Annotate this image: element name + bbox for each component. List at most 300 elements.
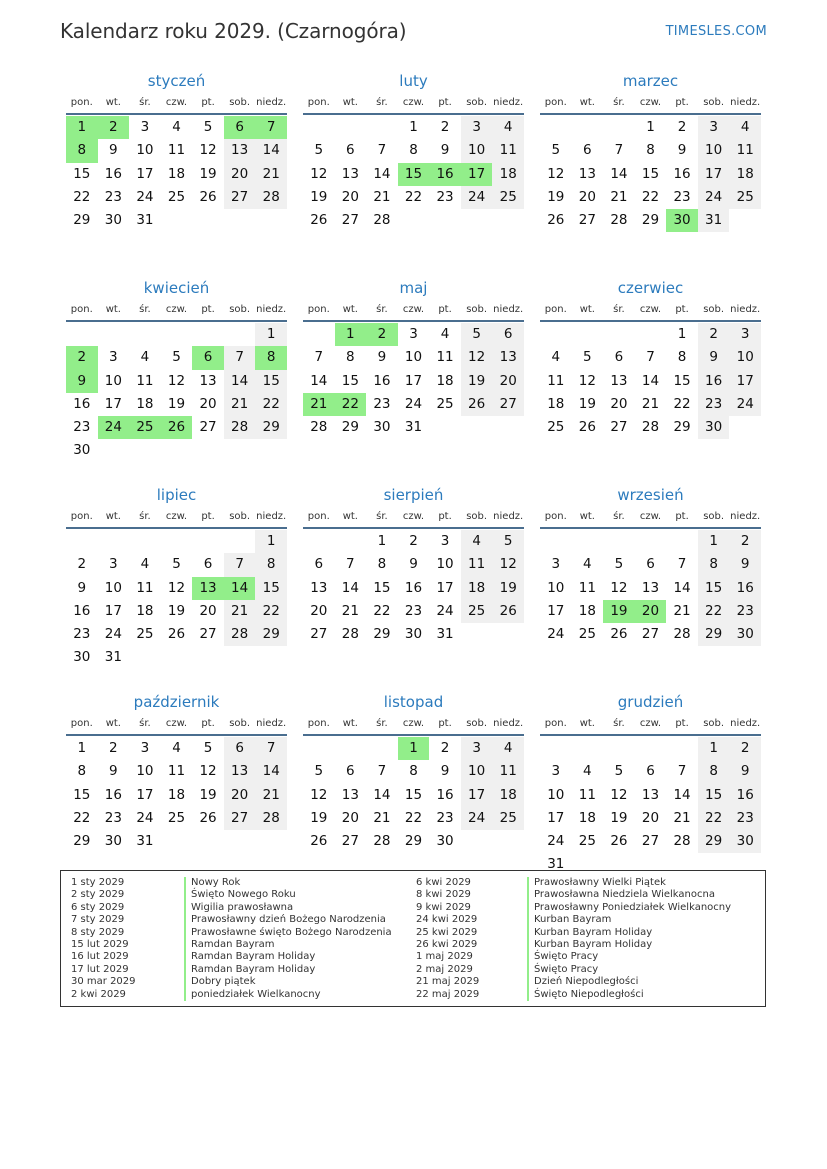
day-cell: 28 [224, 623, 256, 646]
day-grid [303, 530, 524, 646]
day-cell: 4 [583, 763, 592, 780]
day-cell: 18 [436, 372, 454, 389]
day-cell: 20 [610, 395, 628, 412]
day-cell: 14 [673, 579, 691, 596]
day-cell: 23 [729, 807, 761, 830]
day-cell: 26 [310, 212, 328, 229]
holiday-name: Dzień Niepodległości [527, 976, 638, 988]
empty-cell [192, 439, 224, 462]
empty-cell [66, 530, 98, 553]
holiday-date: 26 kwi 2029 [416, 938, 478, 950]
day-cell: 3 [461, 737, 493, 760]
day-cell: 4 [583, 556, 592, 573]
weekday-header [66, 506, 287, 529]
day-cell: 13 [641, 786, 660, 803]
day-cell: 10 [547, 579, 565, 596]
brand-link[interactable]: TIMESLES.COM [665, 24, 767, 39]
day-cell: 1 [77, 740, 87, 756]
day-cell: 12 [167, 372, 186, 389]
holiday-name: Wigilia prawosławna [184, 902, 293, 914]
day-cell: 29 [373, 626, 391, 643]
empty-cell [224, 323, 256, 346]
month-name: październik [133, 693, 220, 711]
empty-cell [429, 209, 461, 232]
day-cell: 31 [436, 626, 454, 643]
day-cell: 21 [610, 188, 628, 205]
day-cell: 23 [673, 188, 691, 205]
holiday-day-cell: 6 [224, 116, 256, 139]
holiday-date: 2 sty 2029 [71, 889, 125, 901]
day-cell: 19 [167, 395, 186, 412]
month-name: maj [399, 279, 428, 297]
day-cell: 13 [341, 165, 359, 182]
day-cell: 3 [140, 740, 150, 756]
weekday-label: czw. [639, 718, 662, 729]
day-cell: 30 [729, 623, 761, 646]
day-cell: 20 [199, 602, 217, 619]
weekday-label: niedz. [256, 304, 287, 315]
day-cell: 3 [461, 116, 493, 139]
day-cell: 31 [547, 856, 565, 873]
weekday-label: wt. [342, 97, 358, 108]
empty-cell [335, 530, 367, 553]
empty-cell [224, 209, 256, 232]
day-cell: 10 [436, 556, 454, 573]
day-cell: 6 [614, 349, 624, 366]
day-cell: 1 [255, 530, 287, 553]
weekday-label: wt. [579, 304, 595, 315]
weekday-label: czw. [639, 97, 662, 108]
day-cell: 18 [136, 602, 154, 619]
holiday-date: 16 lut 2029 [71, 951, 129, 963]
day-cell: 18 [492, 784, 524, 807]
day-cell: 5 [172, 349, 181, 366]
weekday-label: sob. [466, 511, 488, 522]
day-cell: 22 [255, 393, 287, 416]
holiday-day-cell: 2 [98, 116, 130, 139]
day-cell: 9 [440, 142, 450, 159]
day-cell: 20 [224, 163, 256, 186]
day-cell: 15 [73, 786, 91, 803]
holiday-row [416, 902, 756, 914]
empty-cell [603, 116, 635, 139]
empty-cell [224, 530, 256, 553]
day-cell: 30 [404, 626, 423, 643]
day-cell: 3 [409, 326, 418, 342]
weekday-label: pt. [201, 304, 215, 315]
holiday-list [60, 870, 766, 1007]
day-cell: 31 [136, 833, 154, 850]
weekday-label: pon. [544, 511, 567, 522]
day-cell: 17 [404, 372, 423, 389]
weekday-label: wt. [579, 97, 595, 108]
day-cell: 24 [404, 395, 423, 412]
day-grid [66, 116, 287, 232]
day-cell: 26 [199, 809, 217, 826]
weekday-label: wt. [579, 511, 595, 522]
holiday-row [416, 914, 756, 926]
day-cell: 27 [341, 212, 359, 229]
weekday-label: czw. [402, 511, 425, 522]
day-cell: 4 [461, 530, 493, 553]
day-cell: 28 [673, 626, 691, 643]
day-cell: 13 [578, 165, 596, 182]
day-cell: 11 [492, 139, 524, 162]
day-cell: 28 [373, 212, 391, 229]
weekday-label: sob. [229, 718, 251, 729]
empty-cell [540, 530, 572, 553]
day-cell: 1 [698, 737, 730, 760]
empty-cell [461, 416, 493, 439]
day-cell: 9 [109, 142, 118, 159]
holiday-column [71, 877, 411, 1001]
holiday-day-cell: 1 [335, 323, 367, 346]
empty-cell [129, 439, 161, 462]
day-cell: 9 [698, 346, 730, 369]
holiday-name: Kurban Bayram [527, 914, 611, 926]
holiday-row [416, 951, 756, 963]
day-cell: 17 [104, 395, 122, 412]
weekday-label: czw. [165, 718, 188, 729]
weekday-label: niedz. [730, 304, 761, 315]
day-cell: 3 [551, 556, 561, 573]
day-cell: 28 [373, 833, 391, 850]
day-cell: 12 [199, 763, 217, 780]
holiday-day-cell: 13 [192, 577, 224, 600]
day-cell: 7 [346, 556, 355, 573]
month-name: luty [399, 72, 428, 90]
day-cell: 17 [136, 165, 154, 182]
weekday-label: śr. [139, 304, 151, 315]
day-cell: 6 [224, 737, 256, 760]
day-cell: 8 [698, 553, 730, 576]
day-grid [303, 116, 524, 232]
day-grid [540, 737, 761, 877]
empty-cell [603, 737, 635, 760]
day-cell: 7 [314, 349, 324, 366]
day-cell: 20 [199, 395, 217, 412]
day-cell: 12 [199, 142, 217, 159]
empty-cell [303, 323, 335, 346]
day-cell: 9 [109, 763, 118, 780]
weekday-label: pt. [438, 511, 452, 522]
day-cell: 23 [373, 395, 391, 412]
empty-cell [224, 830, 256, 853]
day-cell: 27 [610, 419, 628, 436]
day-cell: 14 [673, 786, 691, 803]
empty-cell [66, 323, 98, 346]
day-cell: 2 [409, 533, 418, 549]
day-cell: 5 [614, 556, 624, 573]
day-grid [540, 530, 761, 646]
weekday-label: niedz. [730, 97, 761, 108]
day-cell: 5 [314, 142, 324, 159]
day-cell: 25 [436, 395, 454, 412]
day-cell: 8 [255, 553, 287, 576]
day-cell: 27 [199, 626, 217, 643]
day-cell: 22 [404, 809, 423, 826]
day-cell: 29 [698, 623, 730, 646]
holiday-name: Święto Niepodległości [527, 989, 644, 1001]
empty-cell [492, 623, 524, 646]
day-cell: 27 [578, 212, 596, 229]
holiday-row [71, 914, 411, 926]
day-cell: 24 [461, 807, 493, 830]
day-cell: 24 [547, 833, 565, 850]
day-cell: 30 [104, 833, 122, 850]
weekday-label: wt. [105, 718, 121, 729]
weekday-label: pon. [307, 511, 330, 522]
day-cell: 10 [461, 760, 493, 783]
holiday-row [71, 951, 411, 963]
empty-cell [255, 830, 287, 853]
holiday-row [71, 902, 411, 914]
day-cell: 16 [436, 786, 454, 803]
day-cell: 7 [677, 763, 687, 780]
empty-cell [366, 737, 398, 760]
day-cell: 23 [104, 188, 122, 205]
day-cell: 17 [698, 163, 730, 186]
day-cell: 22 [698, 807, 730, 830]
day-cell: 31 [404, 419, 423, 436]
weekday-label: niedz. [256, 718, 287, 729]
empty-cell [192, 646, 224, 669]
weekday-label: śr. [613, 718, 625, 729]
weekday-header [540, 713, 761, 736]
day-cell: 19 [610, 809, 628, 826]
day-cell: 16 [73, 602, 91, 619]
empty-cell [98, 530, 130, 553]
holiday-day-cell: 17 [461, 163, 493, 186]
empty-cell [129, 530, 161, 553]
holiday-row [71, 964, 411, 976]
holiday-row [416, 964, 756, 976]
day-cell: 28 [224, 416, 256, 439]
day-cell: 22 [255, 600, 287, 623]
empty-cell [461, 830, 493, 853]
day-cell: 18 [136, 395, 154, 412]
day-cell: 18 [547, 395, 565, 412]
holiday-name: Święto Nowego Roku [184, 889, 296, 901]
day-cell: 25 [547, 419, 565, 436]
weekday-label: pon. [307, 718, 330, 729]
day-cell: 15 [698, 784, 730, 807]
day-cell: 23 [436, 809, 454, 826]
holiday-name: Nowy Rok [184, 877, 240, 889]
day-cell: 15 [641, 165, 660, 182]
day-cell: 1 [377, 533, 387, 549]
month-name: grudzień [617, 693, 684, 711]
day-cell: 28 [610, 212, 628, 229]
day-cell: 25 [492, 186, 524, 209]
day-cell: 9 [729, 760, 761, 783]
day-cell: 4 [440, 326, 450, 342]
day-cell: 30 [73, 442, 91, 459]
weekday-label: czw. [165, 97, 188, 108]
weekday-label: czw. [165, 304, 188, 315]
day-cell: 15 [73, 165, 91, 182]
month-5 [540, 277, 761, 484]
day-cell: 12 [167, 579, 186, 596]
day-cell: 26 [610, 626, 628, 643]
weekday-label: sob. [703, 97, 725, 108]
weekday-label: śr. [376, 718, 388, 729]
day-cell: 27 [341, 833, 359, 850]
day-cell: 31 [698, 209, 730, 232]
weekday-label: sob. [466, 718, 488, 729]
day-cell: 17 [136, 786, 154, 803]
weekday-label: śr. [139, 718, 151, 729]
holiday-name: poniedziałek Wielkanocny [184, 989, 321, 1001]
weekday-header [303, 506, 524, 529]
day-cell: 9 [77, 579, 87, 596]
holiday-day-cell: 24 [98, 416, 130, 439]
day-cell: 11 [547, 372, 565, 389]
weekday-header [540, 92, 761, 115]
day-cell: 18 [578, 602, 596, 619]
day-cell: 24 [136, 809, 154, 826]
month-name: lipiec [156, 486, 197, 504]
day-cell: 6 [583, 142, 592, 159]
empty-cell [303, 737, 335, 760]
day-cell: 3 [440, 533, 450, 549]
day-cell: 11 [578, 579, 596, 596]
day-cell: 25 [729, 186, 761, 209]
day-cell: 22 [373, 602, 391, 619]
day-cell: 27 [310, 626, 328, 643]
day-cell: 1 [409, 119, 418, 135]
day-cell: 4 [140, 349, 150, 366]
weekday-label: wt. [342, 511, 358, 522]
day-cell: 3 [140, 119, 150, 135]
month-name: marzec [622, 72, 679, 90]
weekday-label: niedz. [256, 97, 287, 108]
empty-cell [603, 323, 635, 346]
empty-cell [492, 416, 524, 439]
empty-cell [572, 737, 604, 760]
day-cell: 18 [578, 809, 596, 826]
empty-cell [461, 209, 493, 232]
day-cell: 8 [377, 556, 387, 573]
empty-cell [429, 416, 461, 439]
empty-cell [161, 530, 193, 553]
empty-cell [335, 116, 367, 139]
holiday-date: 6 kwi 2029 [416, 877, 471, 888]
weekday-label: sob. [703, 718, 725, 729]
day-cell: 29 [698, 830, 730, 853]
day-cell: 21 [673, 602, 691, 619]
day-cell: 24 [547, 626, 565, 643]
weekday-label: pt. [438, 97, 452, 108]
month-name: sierpień [383, 486, 444, 504]
day-cell: 25 [578, 626, 596, 643]
day-cell: 2 [109, 740, 118, 756]
day-cell: 29 [255, 416, 287, 439]
weekday-label: pon. [70, 511, 93, 522]
weekday-label: pt. [675, 97, 689, 108]
day-cell: 26 [461, 393, 493, 416]
day-grid [303, 737, 524, 853]
holiday-day-cell: 15 [398, 163, 430, 186]
weekday-label: śr. [376, 97, 388, 108]
day-cell: 22 [404, 188, 423, 205]
empty-cell [98, 323, 130, 346]
day-cell: 19 [492, 577, 524, 600]
day-cell: 8 [409, 763, 418, 780]
empty-cell [192, 323, 224, 346]
holiday-column [416, 877, 756, 1001]
day-cell: 23 [729, 600, 761, 623]
day-cell: 24 [104, 626, 122, 643]
day-cell: 4 [729, 116, 761, 139]
day-cell: 2 [440, 119, 450, 135]
day-cell: 5 [492, 530, 524, 553]
holiday-row [71, 877, 411, 889]
day-cell: 19 [547, 188, 565, 205]
day-cell: 16 [104, 165, 122, 182]
day-cell: 15 [255, 577, 287, 600]
day-cell: 7 [377, 763, 387, 780]
holiday-day-cell: 2 [366, 323, 398, 346]
day-cell: 12 [310, 165, 328, 182]
day-grid [303, 323, 524, 439]
day-cell: 7 [224, 553, 256, 576]
weekday-label: śr. [376, 511, 388, 522]
day-cell: 30 [104, 212, 122, 229]
day-cell: 17 [547, 602, 565, 619]
holiday-date: 15 lut 2029 [71, 938, 129, 950]
holiday-day-cell: 6 [192, 346, 224, 369]
day-cell: 1 [698, 530, 730, 553]
empty-cell [635, 737, 667, 760]
day-cell: 21 [641, 395, 660, 412]
weekday-label: pon. [70, 304, 93, 315]
holiday-name: Święto Pracy [527, 964, 598, 976]
day-cell: 27 [641, 626, 660, 643]
day-cell: 10 [104, 372, 122, 389]
day-cell: 16 [729, 784, 761, 807]
weekday-label: pt. [438, 304, 452, 315]
day-cell: 15 [341, 372, 359, 389]
day-cell: 5 [314, 763, 324, 780]
day-cell: 2 [77, 556, 87, 573]
day-cell: 2 [729, 530, 761, 553]
day-cell: 11 [167, 763, 186, 780]
day-cell: 28 [255, 807, 287, 830]
holiday-day-cell: 9 [66, 370, 98, 393]
day-cell: 25 [578, 833, 596, 850]
day-cell: 22 [698, 600, 730, 623]
day-cell: 15 [255, 370, 287, 393]
empty-cell [161, 830, 193, 853]
weekday-label: pon. [70, 718, 93, 729]
month-11 [540, 691, 761, 898]
holiday-row [71, 976, 411, 988]
empty-cell [303, 530, 335, 553]
holiday-day-cell: 21 [303, 393, 335, 416]
holiday-date: 9 kwi 2029 [416, 901, 471, 913]
day-cell: 11 [436, 349, 454, 366]
weekday-label: czw. [639, 304, 662, 315]
holiday-name: Ramdan Bayram [184, 939, 274, 951]
holiday-day-cell: 8 [255, 346, 287, 369]
day-cell: 14 [310, 372, 328, 389]
holiday-row [416, 889, 756, 901]
weekday-header [66, 713, 287, 736]
day-cell: 14 [373, 786, 391, 803]
month-name: styczeń [147, 72, 206, 90]
day-cell: 4 [172, 119, 181, 135]
